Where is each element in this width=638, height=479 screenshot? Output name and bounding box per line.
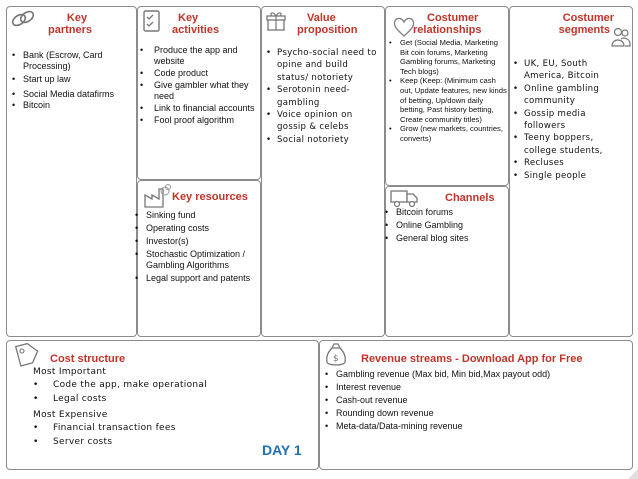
list-item: • Code product xyxy=(140,68,256,79)
cost-important-list xyxy=(33,380,313,405)
list-item: • Server costs xyxy=(33,437,313,449)
list-item: • Gossip media followers xyxy=(513,108,629,133)
cost-expensive-heading: Most Expensive xyxy=(33,410,108,420)
list-item: • Voice opinion on gossip & celebs xyxy=(266,109,382,134)
day-label: DAY 1 xyxy=(262,442,302,458)
cost-structure-title: Cost structure xyxy=(50,353,126,365)
list-item: • Psycho-social need to opine and build status/ notoriety xyxy=(266,47,382,84)
list-item: • Social Media datafirms xyxy=(12,89,130,100)
list-item: • Sinking fund xyxy=(135,210,257,221)
list-item: • Social notoriety xyxy=(266,134,382,146)
chain-link-icon xyxy=(10,8,36,30)
list-item: • Gambling revenue (Max bid, Min bid,Max payout odd) xyxy=(325,369,630,380)
list-item: • Single people xyxy=(513,170,629,182)
cost-important-heading: Most Important xyxy=(33,367,107,377)
key-resources-title: Key resources xyxy=(172,191,248,203)
key-resources-list xyxy=(135,210,257,284)
key-activities-list xyxy=(140,45,256,126)
list-item: • UK, EU, South America, Bitcoin xyxy=(513,58,629,83)
list-item: • Bitcoin forums xyxy=(385,207,507,218)
truck-icon xyxy=(389,186,419,208)
key-partners-title: Key partners xyxy=(48,12,93,36)
checklist-icon xyxy=(141,9,163,33)
list-item: • Code the app, make operational xyxy=(33,380,313,392)
list-item: • Get (Social Media, Marketing Bit coin forums, Marketing Gambling forums, Marketing Tech blogs) xyxy=(389,38,507,76)
list-item: • Fool proof algorithm xyxy=(140,115,256,126)
list-item: • Cash-out revenue xyxy=(325,395,630,406)
list-item: • Legal support and patents xyxy=(135,273,257,284)
list-item: • Stochastic Optimization / Gambling Algorithms xyxy=(135,249,257,271)
list-item: • Financial transaction fees xyxy=(33,423,313,435)
customer-segments-title: Costumer segments xyxy=(558,12,614,36)
list-item: • Produce the app and website xyxy=(140,45,256,67)
factory-icon xyxy=(142,183,172,209)
list-item: • Bank (Escrow, Card Processing) xyxy=(12,50,130,72)
list-item: • Bitcoin xyxy=(12,100,130,111)
channels-list xyxy=(385,207,507,244)
list-item: • Link to financial accounts xyxy=(140,103,256,114)
list-item: • Serotonin need- gambling xyxy=(266,84,382,109)
price-tag-icon xyxy=(12,340,42,368)
money-bag-icon xyxy=(323,341,349,369)
list-item: • Recluses xyxy=(513,157,629,169)
page-curl-corner xyxy=(628,469,638,479)
list-item: • Online Gambling xyxy=(385,220,507,231)
list-item: • General blog sites xyxy=(385,233,507,244)
list-item: • Teeny boppers, college students, xyxy=(513,132,629,157)
list-item: • Grow (new markets, countries, converts) xyxy=(389,124,507,143)
customer-relationships-list xyxy=(389,38,507,144)
list-item: • Operating costs xyxy=(135,223,257,234)
list-item: • Online gambling community xyxy=(513,83,629,108)
customer-relationships-title: Costumer relationships xyxy=(413,12,482,36)
customer-segments-list xyxy=(513,58,629,182)
list-item: • Give gambler what they need xyxy=(140,80,256,102)
list-item: • Interest revenue xyxy=(325,382,630,393)
value-proposition-list xyxy=(266,47,382,146)
svg-text:$: $ xyxy=(333,354,339,364)
gift-icon xyxy=(265,10,287,32)
key-activities-title: Key activities xyxy=(172,12,220,36)
list-item: • Keep (Keep: (Minimum cash out, Update features, new kinds of betting, Up/down daily betting, Past history betting, Create community titles) xyxy=(389,76,507,124)
list-item: • Meta-data/Data-mining revenue xyxy=(325,421,630,432)
revenue-streams-list xyxy=(325,369,630,432)
key-partners-list xyxy=(12,50,130,111)
list-item: • Start up law xyxy=(12,74,130,85)
revenue-streams-title: Revenue streams - Download App for Free xyxy=(361,353,583,365)
value-proposition-title: Value proposition xyxy=(297,12,358,36)
list-item: • Legal costs xyxy=(33,394,313,406)
channels-title: Channels xyxy=(445,192,495,204)
list-item: • Rounding down revenue xyxy=(325,408,630,419)
list-item: • Investor(s) xyxy=(135,236,257,247)
